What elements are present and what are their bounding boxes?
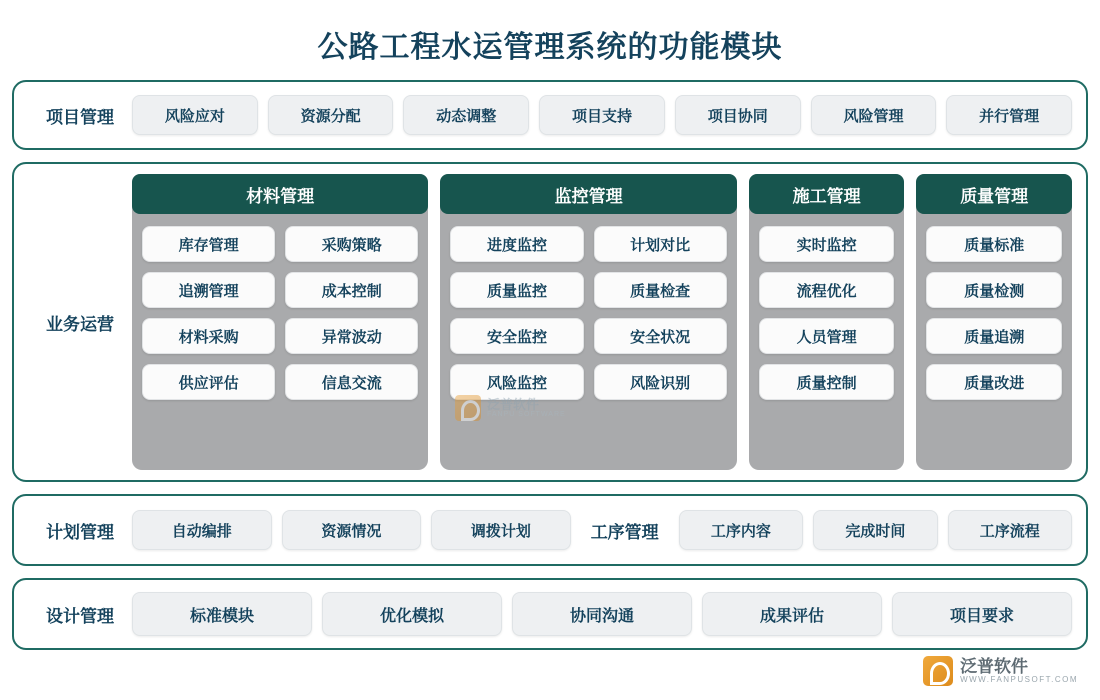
design-item[interactable]: 优化模拟: [322, 592, 502, 636]
module-cell[interactable]: 风险识别: [594, 364, 727, 400]
watermark-title: 泛普软件: [487, 396, 540, 412]
design-item[interactable]: 成果评估: [702, 592, 882, 636]
module-cell[interactable]: 成本控制: [285, 272, 418, 308]
module-cell[interactable]: 采购策略: [285, 226, 418, 262]
module-cell[interactable]: 异常波动: [285, 318, 418, 354]
watermark-subtitle: FANPU SOFTWARE: [487, 411, 566, 419]
column-header: 材料管理: [132, 174, 428, 214]
design-item[interactable]: 协同沟通: [512, 592, 692, 636]
watermark-corner: [923, 656, 1078, 686]
column-items: [749, 214, 905, 460]
column-material-management: [132, 174, 428, 470]
process-item[interactable]: 工序内容: [679, 510, 803, 550]
section-design-management: [12, 578, 1088, 650]
brand-url: WWW.FANPUSOFT.COM: [960, 674, 1078, 684]
module-cell[interactable]: 质量检查: [594, 272, 727, 308]
module-cell[interactable]: 计划对比: [594, 226, 727, 262]
fanpu-logo-icon: [923, 656, 953, 686]
column-header: 质量管理: [916, 174, 1072, 214]
module-cell[interactable]: 质量改进: [926, 364, 1062, 400]
project-item[interactable]: 项目协同: [675, 95, 801, 135]
column-header: 监控管理: [440, 174, 736, 214]
section-plan-management: [12, 494, 1088, 566]
project-item[interactable]: 风险管理: [811, 95, 937, 135]
project-item[interactable]: 风险应对: [132, 95, 258, 135]
design-items: [132, 592, 1072, 636]
module-cell[interactable]: 质量标准: [926, 226, 1062, 262]
module-cell[interactable]: 信息交流: [285, 364, 418, 400]
project-item[interactable]: 并行管理: [946, 95, 1072, 135]
module-cell[interactable]: 质量检测: [926, 272, 1062, 308]
plan-items: [132, 510, 571, 550]
module-cell[interactable]: 供应评估: [142, 364, 275, 400]
section-label-project: 项目管理: [46, 107, 114, 127]
module-cell[interactable]: 质量控制: [759, 364, 895, 400]
plan-item[interactable]: 自动编排: [132, 510, 272, 550]
section-label-plan: 计划管理: [46, 522, 114, 542]
project-item[interactable]: 项目支持: [539, 95, 665, 135]
module-cell[interactable]: 安全状况: [594, 318, 727, 354]
design-item[interactable]: 项目要求: [892, 592, 1072, 636]
module-cell[interactable]: 追溯管理: [142, 272, 275, 308]
page-title: 公路工程水运管理系统的功能模块: [317, 31, 783, 64]
column-header: 施工管理: [749, 174, 905, 214]
section-label-design: 设计管理: [46, 606, 114, 626]
column-monitoring-management: [440, 174, 736, 470]
process-item[interactable]: 工序流程: [948, 510, 1072, 550]
column-construction-management: [749, 174, 905, 470]
section-project-management: [12, 80, 1088, 150]
module-cell[interactable]: 安全监控: [450, 318, 583, 354]
plan-item[interactable]: 资源情况: [282, 510, 422, 550]
process-items: [679, 510, 1072, 550]
design-item[interactable]: 标准模块: [132, 592, 312, 636]
project-item[interactable]: 资源分配: [268, 95, 394, 135]
section-business-operations: [12, 162, 1088, 482]
section-label-process: 工序管理: [590, 522, 659, 542]
module-cell[interactable]: 风险监控: [450, 364, 583, 400]
module-cell[interactable]: 人员管理: [759, 318, 895, 354]
business-columns: [132, 174, 1072, 470]
project-items: [132, 95, 1072, 135]
module-cell[interactable]: 进度监控: [450, 226, 583, 262]
process-item[interactable]: 完成时间: [813, 510, 937, 550]
module-cell[interactable]: 实时监控: [759, 226, 895, 262]
column-items: [916, 214, 1072, 460]
module-cell[interactable]: 材料采购: [142, 318, 275, 354]
column-quality-management: [916, 174, 1072, 470]
module-cell[interactable]: 库存管理: [142, 226, 275, 262]
plan-item[interactable]: 调拨计划: [431, 510, 571, 550]
module-cell[interactable]: 质量追溯: [926, 318, 1062, 354]
brand-name: 泛普软件: [960, 656, 1029, 676]
module-cell[interactable]: 流程优化: [759, 272, 895, 308]
project-item[interactable]: 动态调整: [403, 95, 529, 135]
column-items: [132, 214, 428, 460]
column-items: [440, 214, 736, 460]
module-cell[interactable]: 质量监控: [450, 272, 583, 308]
section-label-business: 业务运营: [46, 314, 114, 334]
